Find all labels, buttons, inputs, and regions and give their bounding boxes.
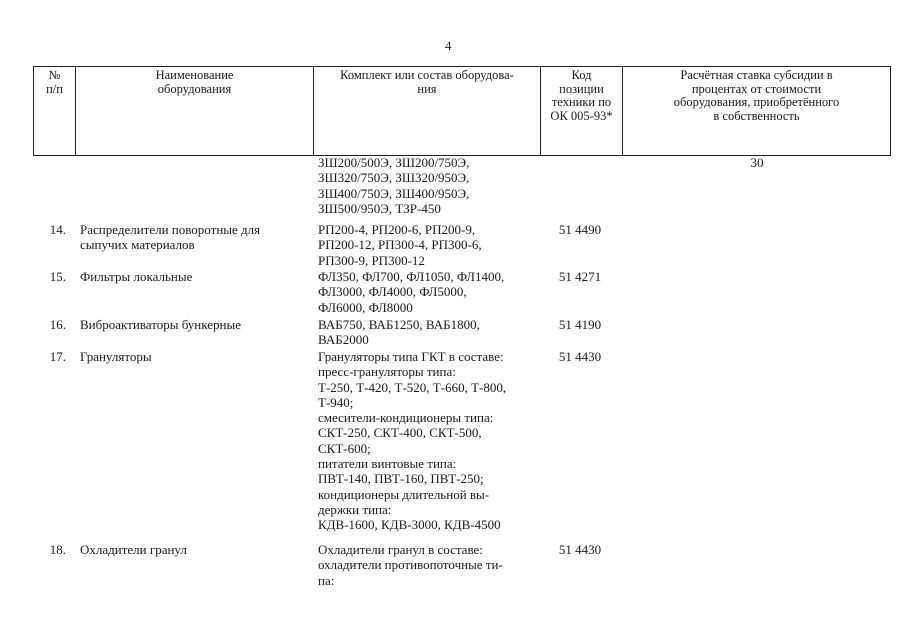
- header-code: Код позиции техники по ОК 005-93*: [550, 68, 613, 123]
- equipment-composition: РП200-4, РП200-6, РП200-9, РП200-12, РП300-4, РП300-6, РП300-9, РП300-12: [318, 222, 482, 268]
- continuation-composition: ЗШ200/500Э, ЗШ200/750Э, ЗШ320/750Э, ЗШ320/950Э, ЗШ400/750Э, ЗШ400/950Э, ЗШ500/950Э, ТЗР-450: [318, 155, 470, 216]
- row-number: 17.: [49, 349, 66, 364]
- row-number: 14.: [49, 222, 66, 237]
- equipment-name: Фильтры локальные: [80, 269, 193, 284]
- equipment-composition: ФЛ350, ФЛ700, ФЛ1050, ФЛ1400, ФЛ3000, ФЛ4000, ФЛ5000, ФЛ6000, ФЛ8000: [318, 269, 505, 315]
- equipment-code: 51 4271: [558, 269, 602, 284]
- equipment-name: Грануляторы: [80, 349, 152, 364]
- equipment-composition: Охладители гранул в составе: охладители противопоточные ти- па:: [318, 542, 503, 588]
- page-number: 4: [445, 38, 452, 53]
- equipment-name: Охладители гранул: [80, 542, 187, 557]
- header-equipment-name: Наименование оборудования: [155, 68, 234, 96]
- header-composition: Комплект или состав оборудова- ния: [340, 68, 514, 96]
- row-number: 18.: [49, 542, 66, 557]
- equipment-code: 51 4490: [558, 222, 602, 237]
- equipment-code: 51 4190: [558, 317, 602, 332]
- equipment-code: 51 4430: [558, 349, 602, 364]
- equipment-code: 51 4430: [558, 542, 602, 557]
- subsidy-rate: 30: [750, 155, 764, 170]
- equipment-name: Виброактиваторы бункерные: [80, 317, 241, 332]
- equipment-composition: Грануляторы типа ГКТ в составе: пресс-грануляторы типа: Т-250, Т-420, Т-520, Т-660, Т-800, Т-940; смесители-кондиционеры типа: СКТ-250, СКТ-400, СКТ-500, СКТ-600; питатели винтовые типа: ПВТ-140, ПВТ-160, ПВТ-250; кондиционеры длительной вы- держки типа: КДВ-1600, КДВ-3000, КДВ-4500: [318, 349, 507, 533]
- row-number: 15.: [49, 269, 66, 284]
- header-number: № п/п: [46, 68, 63, 96]
- header-subsidy-rate: Расчётная ставка субсидии в процентах от стоимости оборудования, приобретённого в собственность: [673, 68, 840, 123]
- row-number: 16.: [49, 317, 66, 332]
- equipment-composition: ВАБ750, ВАБ1250, ВАБ1800, ВАБ2000: [318, 317, 480, 348]
- column-divider: [890, 66, 891, 156]
- equipment-name: Распределители поворотные для сыпучих материалов: [80, 222, 261, 253]
